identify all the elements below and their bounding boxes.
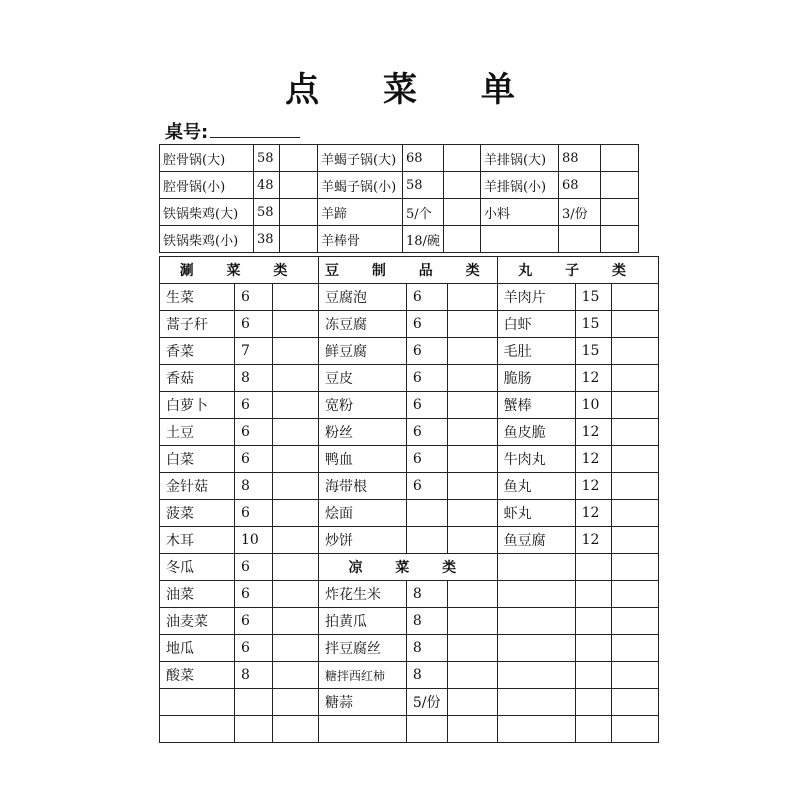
dish-name: 油麦菜 [160, 608, 235, 635]
quantity-cell[interactable] [600, 226, 638, 253]
dish-price: 15 [575, 338, 611, 365]
dish-name: 白菜 [160, 446, 235, 473]
dish-price: 8 [235, 473, 273, 500]
quantity-cell[interactable] [448, 608, 497, 635]
quantity-cell[interactable] [611, 284, 658, 311]
quantity-cell[interactable] [443, 172, 480, 199]
hotpot-table [159, 144, 639, 253]
quantity-cell[interactable] [280, 226, 318, 253]
dish-price: 12 [575, 473, 611, 500]
menu-row [160, 554, 659, 581]
hotpot-row [160, 226, 639, 253]
dish-name: 腔骨锅(大) [160, 145, 254, 172]
menu-row [160, 473, 659, 500]
quantity-cell[interactable] [273, 662, 319, 689]
quantity-cell[interactable] [611, 608, 658, 635]
menu-row [160, 608, 659, 635]
quantity-cell[interactable] [448, 581, 497, 608]
dish-name: 鱼豆腐 [497, 527, 575, 554]
dish-price: 6 [406, 473, 447, 500]
dish-price: 6 [406, 338, 447, 365]
dish-price: 6 [406, 392, 447, 419]
quantity-cell[interactable] [273, 365, 319, 392]
quantity-cell[interactable] [448, 473, 497, 500]
quantity-cell[interactable] [448, 635, 497, 662]
dish-name: 金针菇 [160, 473, 235, 500]
dish-price [406, 500, 447, 527]
dish-price: 8 [406, 608, 447, 635]
dish-price: 6 [235, 392, 273, 419]
dish-name [497, 554, 575, 581]
dish-name [160, 689, 235, 716]
quantity-cell[interactable] [443, 145, 480, 172]
dish-name: 菠菜 [160, 500, 235, 527]
dish-price [406, 716, 447, 743]
quantity-cell[interactable] [273, 716, 319, 743]
dish-name: 糖拌西红柿 [319, 662, 407, 689]
quantity-cell[interactable] [611, 581, 658, 608]
quantity-cell[interactable] [448, 338, 497, 365]
dish-name: 铁锅柴鸡(大) [160, 199, 254, 226]
dish-price: 38 [254, 226, 280, 253]
menu-row [160, 446, 659, 473]
dish-name: 豆腐泡 [319, 284, 407, 311]
dish-price: 10 [575, 392, 611, 419]
dish-price: 6 [235, 554, 273, 581]
quantity-cell[interactable] [273, 473, 319, 500]
menu-row [160, 500, 659, 527]
quantity-cell[interactable] [273, 392, 319, 419]
quantity-cell[interactable] [611, 392, 658, 419]
quantity-cell[interactable] [611, 500, 658, 527]
quantity-cell[interactable] [448, 689, 497, 716]
dish-name: 白虾 [497, 311, 575, 338]
section-header: 豆 制 品 类 [319, 257, 498, 284]
dish-price: 6 [235, 581, 273, 608]
dish-name: 羊蹄 [318, 199, 403, 226]
dish-name: 冻豆腐 [319, 311, 407, 338]
dish-price: 6 [235, 446, 273, 473]
quantity-cell[interactable] [448, 446, 497, 473]
quantity-cell[interactable] [611, 635, 658, 662]
dish-price [575, 581, 611, 608]
quantity-cell[interactable] [448, 716, 497, 743]
dish-name: 羊排锅(大) [480, 145, 558, 172]
dish-price: 15 [575, 311, 611, 338]
menu-row [160, 392, 659, 419]
menu-row [160, 365, 659, 392]
dish-price: 12 [575, 527, 611, 554]
dish-price: 8 [406, 635, 447, 662]
dish-price: 12 [575, 500, 611, 527]
quantity-cell[interactable] [611, 419, 658, 446]
section-header: 丸 子 类 [497, 257, 658, 284]
quantity-cell[interactable] [273, 689, 319, 716]
menu-table [159, 256, 659, 743]
quantity-cell[interactable] [600, 172, 638, 199]
dish-name: 鲜豆腐 [319, 338, 407, 365]
dish-price: 58 [254, 199, 280, 226]
section-header-row [160, 257, 659, 284]
dish-price: 7 [235, 338, 273, 365]
dish-name: 羊蝎子锅(大) [318, 145, 403, 172]
hotpot-row [160, 145, 639, 172]
quantity-cell[interactable] [611, 554, 658, 581]
quantity-cell[interactable] [273, 284, 319, 311]
dish-price: 6 [235, 311, 273, 338]
quantity-cell[interactable] [448, 365, 497, 392]
dish-name: 油菜 [160, 581, 235, 608]
dish-name [497, 689, 575, 716]
dish-price: 6 [406, 365, 447, 392]
dish-name [497, 581, 575, 608]
dish-name: 羊蝎子锅(小) [318, 172, 403, 199]
dish-price [575, 716, 611, 743]
dish-name: 土豆 [160, 419, 235, 446]
quantity-cell[interactable] [273, 500, 319, 527]
quantity-cell[interactable] [611, 662, 658, 689]
dish-name: 虾丸 [497, 500, 575, 527]
dish-price: 6 [406, 419, 447, 446]
dish-name: 拌豆腐丝 [319, 635, 407, 662]
quantity-cell[interactable] [273, 311, 319, 338]
menu-row [160, 284, 659, 311]
dish-price [406, 527, 447, 554]
section-header: 涮 菜 类 [160, 257, 319, 284]
dish-price: 8 [235, 662, 273, 689]
dish-price: 10 [235, 527, 273, 554]
dish-name: 羊棒骨 [318, 226, 403, 253]
dish-name: 蒿子秆 [160, 311, 235, 338]
quantity-cell[interactable] [273, 338, 319, 365]
menu-row [160, 689, 659, 716]
quantity-cell[interactable] [443, 199, 480, 226]
dish-price: 12 [575, 446, 611, 473]
quantity-cell[interactable] [280, 199, 318, 226]
dish-name [480, 226, 558, 253]
dish-price: 6 [235, 608, 273, 635]
dish-price: 8 [406, 662, 447, 689]
dish-price: 58 [403, 172, 444, 199]
hotpot-row [160, 172, 639, 199]
dish-name [497, 608, 575, 635]
dish-price: 6 [235, 284, 273, 311]
dish-name: 腔骨锅(小) [160, 172, 254, 199]
page-title: 点 菜 单 [285, 70, 541, 110]
dish-price [558, 226, 600, 253]
quantity-cell[interactable] [611, 446, 658, 473]
dish-name: 拍黄瓜 [319, 608, 407, 635]
quantity-cell[interactable] [448, 500, 497, 527]
quantity-cell[interactable] [611, 716, 658, 743]
dish-name: 蟹棒 [497, 392, 575, 419]
dish-price: 15 [575, 284, 611, 311]
dish-price [575, 662, 611, 689]
dish-name: 脆肠 [497, 365, 575, 392]
dish-name: 毛肚 [497, 338, 575, 365]
quantity-cell[interactable] [273, 446, 319, 473]
quantity-cell[interactable] [273, 419, 319, 446]
dish-price: 8 [406, 581, 447, 608]
quantity-cell[interactable] [280, 145, 318, 172]
dish-price: 6 [235, 635, 273, 662]
dish-name [497, 662, 575, 689]
dish-name: 生菜 [160, 284, 235, 311]
quantity-cell[interactable] [600, 199, 638, 226]
dish-name: 豆皮 [319, 365, 407, 392]
quantity-cell[interactable] [273, 635, 319, 662]
dish-name: 木耳 [160, 527, 235, 554]
dish-name: 牛肉丸 [497, 446, 575, 473]
dish-price: 8 [235, 365, 273, 392]
dish-price: 58 [254, 145, 280, 172]
dish-name: 烩面 [319, 500, 407, 527]
dish-price [235, 716, 273, 743]
table-number-field[interactable] [165, 118, 300, 144]
menu-row [160, 581, 659, 608]
dish-name: 羊排锅(小) [480, 172, 558, 199]
dish-name: 铁锅柴鸡(小) [160, 226, 254, 253]
dish-price: 6 [235, 419, 273, 446]
menu-row [160, 338, 659, 365]
dish-price [575, 689, 611, 716]
dish-name: 羊肉片 [497, 284, 575, 311]
quantity-cell[interactable] [448, 527, 497, 554]
quantity-cell[interactable] [611, 338, 658, 365]
dish-name [497, 716, 575, 743]
dish-name: 糖蒜 [319, 689, 407, 716]
dish-name: 香菇 [160, 365, 235, 392]
quantity-cell[interactable] [273, 554, 319, 581]
dish-name: 酸菜 [160, 662, 235, 689]
dish-name: 冬瓜 [160, 554, 235, 581]
quantity-cell[interactable] [448, 311, 497, 338]
quantity-cell[interactable] [448, 284, 497, 311]
table-number-blank[interactable] [210, 121, 300, 138]
menu-row [160, 419, 659, 446]
dish-name: 白萝卜 [160, 392, 235, 419]
quantity-cell[interactable] [273, 581, 319, 608]
quantity-cell[interactable] [611, 365, 658, 392]
menu-row [160, 635, 659, 662]
dish-name: 海带根 [319, 473, 407, 500]
dish-name [319, 716, 407, 743]
quantity-cell[interactable] [611, 311, 658, 338]
dish-name: 地瓜 [160, 635, 235, 662]
dish-name: 鱼丸 [497, 473, 575, 500]
dish-price: 6 [406, 311, 447, 338]
quantity-cell[interactable] [273, 608, 319, 635]
dish-price: 6 [235, 500, 273, 527]
menu-row [160, 716, 659, 743]
hotpot-row [160, 199, 639, 226]
dish-price: 5/个 [403, 199, 444, 226]
menu-row [160, 527, 659, 554]
dish-name [497, 635, 575, 662]
dish-name: 鱼皮脆 [497, 419, 575, 446]
dish-price: 12 [575, 419, 611, 446]
menu-row [160, 662, 659, 689]
quantity-cell[interactable] [273, 527, 319, 554]
dish-name: 宽粉 [319, 392, 407, 419]
dish-price: 6 [406, 284, 447, 311]
quantity-cell[interactable] [280, 172, 318, 199]
quantity-cell[interactable] [611, 527, 658, 554]
section-header: 凉 菜 类 [319, 554, 498, 581]
dish-price: 5/份 [406, 689, 447, 716]
dish-price: 6 [406, 446, 447, 473]
dish-price: 68 [403, 145, 444, 172]
menu-row [160, 311, 659, 338]
quantity-cell[interactable] [448, 419, 497, 446]
dish-price: 88 [558, 145, 600, 172]
dish-name [160, 716, 235, 743]
dish-price [575, 554, 611, 581]
dish-name: 香菜 [160, 338, 235, 365]
dish-price: 48 [254, 172, 280, 199]
dish-price [575, 608, 611, 635]
quantity-cell[interactable] [600, 145, 638, 172]
dish-price [575, 635, 611, 662]
dish-price: 3/份 [558, 199, 600, 226]
table-number-label: 桌号: [165, 122, 209, 143]
dish-name: 粉丝 [319, 419, 407, 446]
dish-name: 小料 [480, 199, 558, 226]
quantity-cell[interactable] [443, 226, 480, 253]
dish-name: 鸭血 [319, 446, 407, 473]
dish-name: 炒饼 [319, 527, 407, 554]
quantity-cell[interactable] [611, 689, 658, 716]
dish-name: 炸花生米 [319, 581, 407, 608]
dish-price: 18/碗 [403, 226, 444, 253]
quantity-cell[interactable] [448, 662, 497, 689]
dish-price: 68 [558, 172, 600, 199]
dish-price: 12 [575, 365, 611, 392]
quantity-cell[interactable] [611, 473, 658, 500]
quantity-cell[interactable] [448, 392, 497, 419]
dish-price [235, 689, 273, 716]
